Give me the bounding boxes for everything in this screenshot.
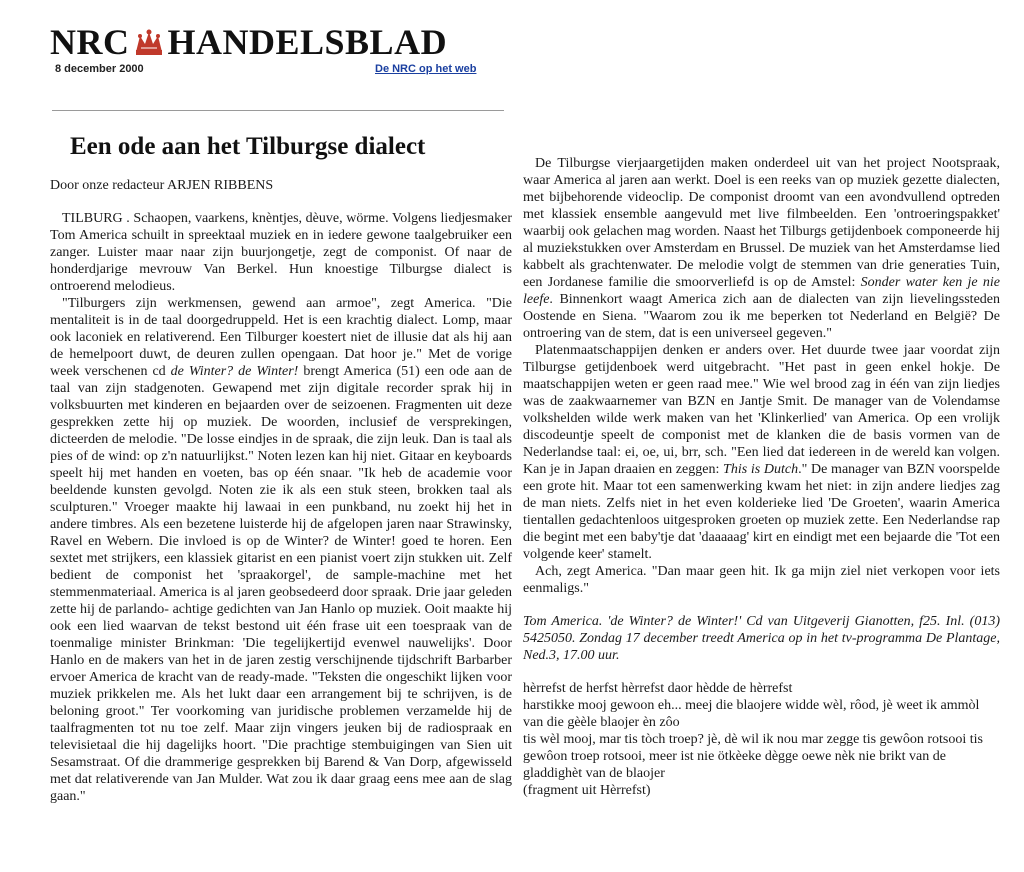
release-info-note: Tom America. 'de Winter? de Winter!' Cd van Uitgeverij Gianotten, f25. Inl. (013) 5425050. Zondag 17 december treedt America op in het tv-programma De Plantage, Ned.3, 17.00 uur. xyxy=(523,614,1000,663)
header-divider xyxy=(52,110,504,111)
cd-title: de Winter? de Winter! xyxy=(170,364,299,379)
article-title: Een ode aan het Tilburgse dialect xyxy=(70,133,426,160)
paragraph-5: Ach, zegt America. "Dan maar geen hit. Ik ga mijn ziel niet verkopen voor iets eenmaligs." xyxy=(523,564,1000,596)
lyric-fragment xyxy=(523,680,1000,799)
lyric-line: tis wèl mooj, mar tis tòch troep? jè, dè wil ik nou mar zegge tis gewôon rotsooi tis gewôon troep rotsooi, meer ist nie ötkèeke dègge oewe nèk nie brikt van de gladdighèt van de blaojer xyxy=(523,732,983,781)
article-column-right xyxy=(523,155,1000,799)
logo-text-nrc: NRC xyxy=(50,22,130,62)
lyric-line: harstikke mooj gewoon eh... meej die blaojere widde wèl, rôod, jè weet ik ammòl van die gèèle blaojer èn zôo xyxy=(523,698,980,730)
masthead xyxy=(50,22,490,75)
paragraph-4: Platenmaatschappijen denken er anders over. Het duurde twee jaar voordat zijn Tilburgse getijdenboek werd uitgebracht. "Het past in geen enkel hokje. De maatschappijen weten er geen raad mee." Wie wel brood zag in één van zijn liedjes was de zaakwaarnemer van BZN en Jantje Smit. De manager van de Volendamse volkshelden wilde werk maken van het 'Klinkerlied' van America. Op een vrolijk discodeuntje speelt de componist met de klanken die de basis vormen van de Nederlandse taal: ei, oe, ui, brr, sch. "Een lied dat iedereen in de wereld kan volgen. Kan je in Japan draaien en zeggen: This is Dutch." De manager van BZN voorspelde een grote hit. Maar tot een samenwerking kwam het niet: in zijn andere liedjes zag de man niets. Zelfs niet in het even kolderieke lied 'De Groeten', waarin America tientallen gedachtenloos uitgesproken groeten op muziek zette. Een Nederlandse rap die begint met een baby'tje dat 'daaaaag' kirt en eindigt met een bejaarde die 'Tot een volgende keer' stamelt. xyxy=(523,343,1000,562)
lyric-line: hèrrefst de herfst hèrrefst daor hèdde de hèrrefst xyxy=(523,681,793,696)
article-column-left xyxy=(50,210,512,805)
lyric-source: (fragment uit Hèrrefst) xyxy=(523,783,651,798)
paragraph-1: TILBURG . Schaopen, vaarkens, knèntjes, dèuve, wörme. Volgens liedjesmaker Tom America schuilt in spreektaal muziek en in iedere gewone taalgebruiker een zanger. Luister maar naar zijn buurjongetje, zegt de componist. Of naar de honderdjarige mevrouw Van Berkel. Hun knoestige Tilburgse dialect is ontroerend melodieus. xyxy=(50,211,512,294)
paragraph-2: "Tilburgers zijn werkmensen, gewend aan armoe", zegt America. "Die mentaliteit is in de taal doorgedruppeld. Het is een krachtig dialect. Lomp, maar ook laconiek en relativerend. Een Tilburger koestert niet de illusie dat als hij aan de hemelpoort duwt, de deuren zullen opengaan. Dat hoor je." Met de vorige week verschenen cd de Winter? de Winter! brengt America (51) een ode aan de taal van zijn stadgenoten. Gewapend met zijn digitale recorder sprak hij in volksbuurten met kinderen en bejaarden over de seizoenen. Fragmenten uit deze gesprekken zette hij op muziek. De woorden, inclusief de versprekingen, dicteerden de melodie. "De losse eindjes in de spraak, die zijn leuk. Dan is taal als pies of de wind: op z'n natuurlijkst." Noten lezen kan hij niet. Gitaar en keyboards speelt hij met handen en voeten, bas op één snaar. "Ik heb de academie voor beeldende kunsten gevolgd. Noten zie ik als een stuk steen, brokken taal als sculpturen." Vroeger maakte hij lawaai in een punkband, nu zoekt hij het in andere timbres. Als een bezetene luisterde hij de afgelopen jaren naar Strawinsky, Ravel en Webern. Die invloed is op de Winter? de Winter! goed te horen. Een sextet met strijkers, een klassiek gitarist en een pianist voert zijn stukken uit. Zelf bedient de componist het 'spraakorgel', de sample-machine met het stemmenmateriaal. America is al jaren geobsedeerd door spraak. Drie jaar geleden zette hij de parlando- achtige gedichten van Jan Hanlo op muziek. Ooit maakte hij ook een lied waarvan de tekst bestond uit één frase uit een toespraak van de toenmalige minister Brinkman: 'Die tegelijkertijd evenwel nauwelijks'. Door Hanlo en de makers van het in de jaren zestig verschijnende tijdschrift Barbarber ervoer America de kracht van de ready-made. "Teksten die ongeschikt lijken voor muziek prikkelen me. Als het lukt daar een arrangement bij te schrijven, is de beloning groot." Ter voorkoming van juridische problemen verzamelde hij de taalfragmenten tot nu toe zelf. Maar zijn vingers jeuken bij de radiospraak en televisietaal die hij dagelijks hoort. "Die prachtige stembuigingen van Sien uit Sesamstraat. Of die drammerige gesprekken bij Barend & Van Dorp, afgewisseld met dat relativerende van Jan Mulder. Wat zou ik daar graag eens mee aan de slag gaan." xyxy=(50,296,512,804)
quote-this-is-dutch: This is Dutch xyxy=(723,462,799,477)
article-byline: Door onze redacteur ARJEN RIBBENS xyxy=(50,178,274,193)
paragraph-3: De Tilburgse vierjaargetijden maken onderdeel uit van het project Nootspraak, waar America al jaren aan werkt. Doel is een reeks van op muziek gezette dialecten, met bijbehorende videoclip. De componist droomt van een avondvullend optreden met klassiek ensemble aangevuld met live filmbeelden. Een 'ontroeringspakket' waarbij ook gelachen mag worden. Naast het Tilburgs getijdenboek componeerde hij al muziekstukken over Amsterdam en Brussel. De muziek van het Amsterdamse lied kabbelt als grachtenwater. De melodie volgt de stemmen van drie generaties Tuin, een Jordanese familie die smoorverliefd is op de Amstel: Sonder water ken je nie leefe. Binnenkort waagt America zich aan de dialecten van zijn lievelingssteden Oostende en Siena. "Waarom zou ik me beperken tot Nederland en België? De ontroering van de stem, dat is een universeel gegeven." xyxy=(523,156,1000,341)
publication-date: 8 december 2000 xyxy=(55,63,144,75)
newspaper-logo xyxy=(50,22,490,62)
logo-text-handelsblad: HANDELSBLAD xyxy=(167,22,448,62)
nrc-web-link[interactable]: De NRC op het web xyxy=(375,63,477,75)
nrc-crest-icon xyxy=(132,26,166,58)
quote-sonder-water: Sonder water ken je nie leefe xyxy=(523,275,1000,307)
